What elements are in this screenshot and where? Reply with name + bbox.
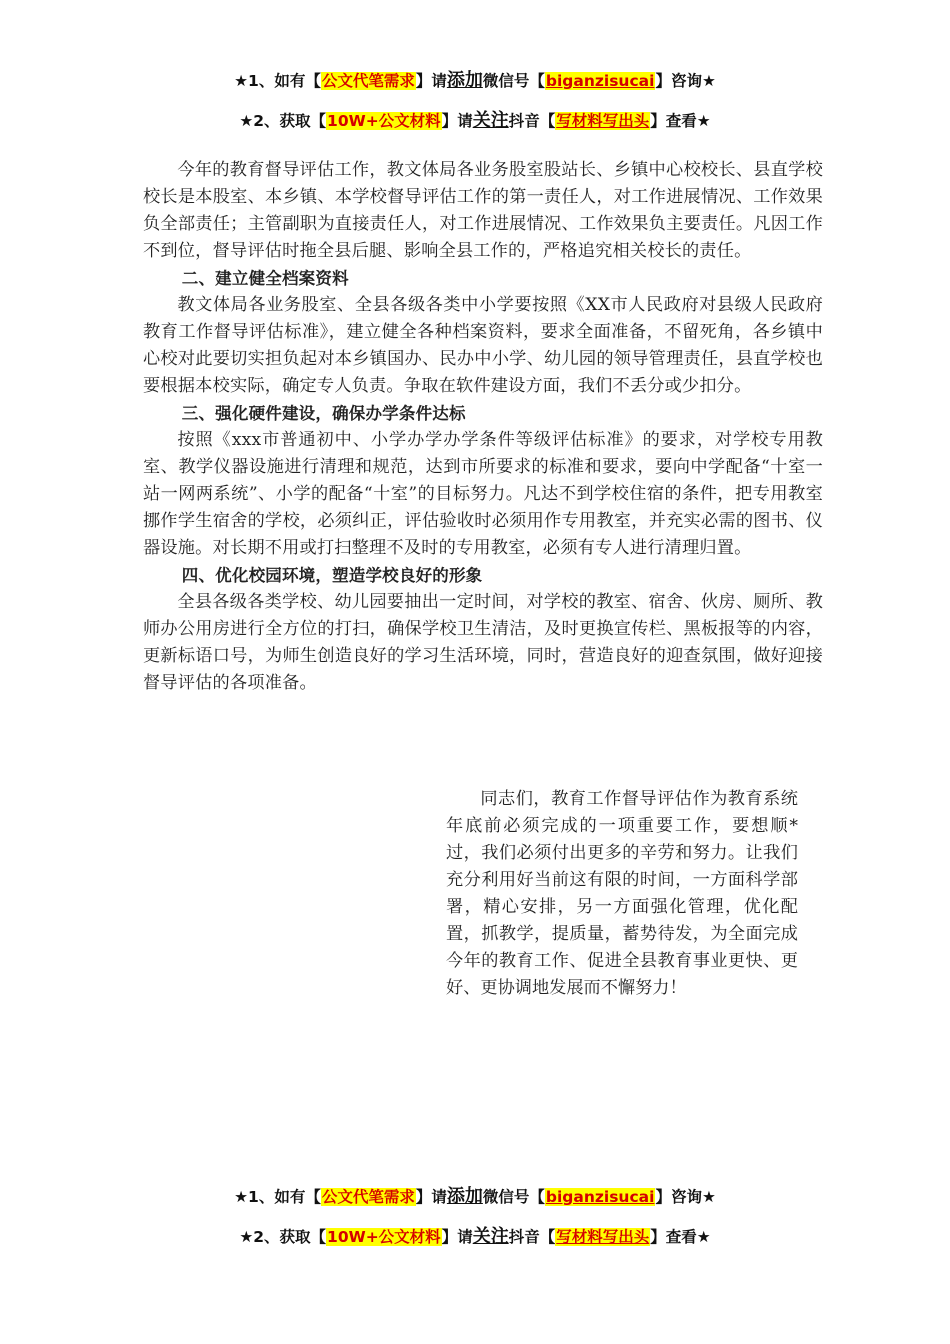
banner-text: ★1、如有【 [234,72,321,90]
banner-text: 】请 [415,1188,447,1206]
banner-text: ★1、如有【 [234,1188,321,1206]
douyin-account[interactable]: 写材料写出头 [556,1228,650,1246]
wechat-id[interactable]: biganzisucai [545,1188,655,1206]
banner-text: 】查看★ [650,112,711,130]
banner-text: 】请 [441,1228,473,1246]
heading-archives: 二、建立健全档案资料 [181,269,349,288]
emphasis-follow: 关注 [472,110,509,131]
highlight-ghostwriting: 公文代笔需求 [321,1188,415,1206]
paragraph-archives: 教文体局各业务股室、全县各级各类中小学要按照《XX市人民政府对县级人民政府教育工作督导评估标准》，建立健全各种档案资料，要求全面准备，不留死角，各乡镇中心校对此要切实担负起对本乡镇国办、民办中小学、幼儿园的领导管理责任，县直学校也要根据本校实际，确定专人负责。争取在软件建设方面，我们不丢分或少扣分。 [143,295,823,396]
highlight-ghostwriting: 公文代笔需求 [321,72,415,90]
bottom-banner-line-2 [0,1226,950,1248]
banner-text: 微信号【 [482,1188,545,1206]
banner-text: 】咨询★ [655,1188,716,1206]
douyin-account[interactable]: 写材料写出头 [556,112,650,130]
highlight-materials: 10W+公文材料 [327,1228,441,1246]
banner-text: 】请 [441,112,473,130]
wechat-id[interactable]: biganzisucai [545,72,655,90]
banner-text: 】请 [415,72,447,90]
highlight-materials: 10W+公文材料 [327,112,441,130]
paragraph-responsibility: 今年的教育督导评估工作，教文体局各业务股室股站长、乡镇中心校校长、县直学校校长是本股室、本乡镇、本学校督导评估工作的第一责任人，对工作进展情况、工作效果负全部责任；主管副职为直接责任人，对工作进展情况、工作效果负主要责任。凡因工作不到位，督导评估时拖全县后腿、影响全县工作的，严格追究相关校长的责任。 [143,160,823,261]
banner-text: 】查看★ [650,1228,711,1246]
top-banner-line-1 [0,70,950,92]
banner-text: 】咨询★ [655,72,716,90]
banner-text: ★2、获取【 [239,1228,327,1246]
document-body [143,157,823,697]
heading-hardware: 三、强化硬件建设，确保办学条件达标 [181,404,466,423]
banner-text: 抖音【 [508,112,556,130]
emphasis-follow: 关注 [472,1226,509,1247]
paragraph-closing: 同志们，教育工作督导评估作为教育系统年底前必须完成的一项重要工作，要想顺*过，我们必须付出更多的辛劳和努力。让我们充分利用好当前这有限的时间，一方面科学部署，精心安排，另一方面强化管理，优化配置，抓教学，提质量，蓄势待发，为全面完成今年的教育工作、促进全县教育事业更快、更好、更协调地发展而不懈努力！ [446,789,798,998]
top-banner-line-2 [0,110,950,132]
heading-environment: 四、优化校园环境，塑造学校良好的形象 [181,566,483,585]
bottom-banner-line-1 [0,1186,950,1208]
paragraph-hardware: 按照《xxx市普通初中、小学办学办学条件等级评估标准》的要求，对学校专用教室、教学仪器设施进行清理和规范，达到市所要求的标准和要求，要向中学配备“十室一站一网两系统”、小学的配备“十室”的目标努力。凡达不到学校住宿的条件，把专用教室挪作学生宿舍的学校，必须纠正，评估验收时必须用作专用教室，并充实必需的图书、仪器设施。对长期不用或打扫整理不及时的专用教室，必须有专人进行清理归置。 [143,430,823,558]
emphasis-add: 添加 [446,1186,483,1207]
banner-text: ★2、获取【 [239,112,327,130]
emphasis-add: 添加 [446,70,483,91]
closing-block [446,786,798,1002]
banner-text: 微信号【 [482,72,545,90]
paragraph-environment: 全县各级各类学校、幼儿园要抽出一定时间，对学校的教室、宿舍、伙房、厕所、教师办公用房进行全方位的打扫，确保学校卫生清洁，及时更换宣传栏、黑板报等的内容，更新标语口号，为师生创造良好的学习生活环境，同时，营造良好的迎查氛围，做好迎接督导评估的各项准备。 [143,592,823,693]
banner-text: 抖音【 [508,1228,556,1246]
